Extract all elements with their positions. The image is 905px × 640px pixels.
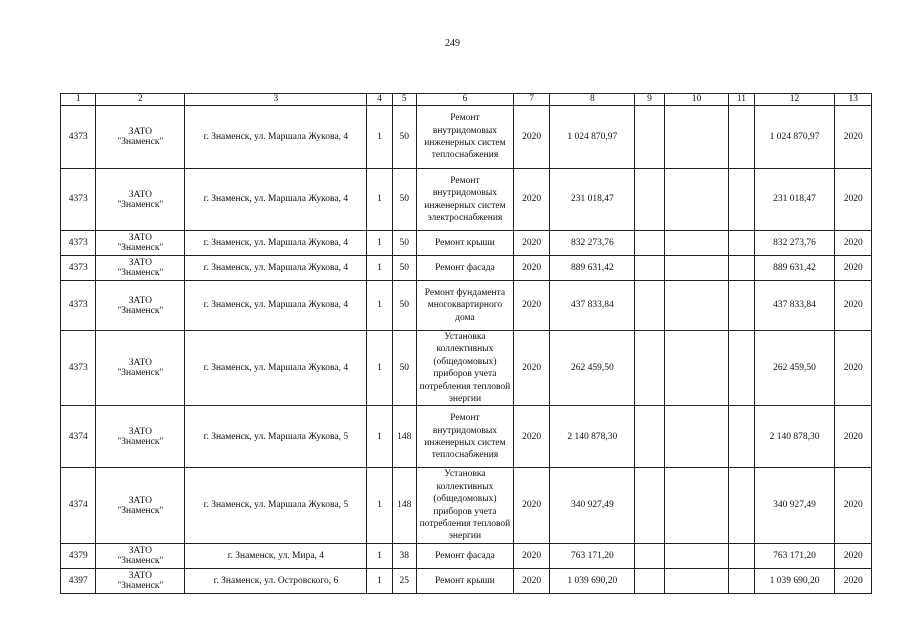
address-cell: г. Знаменск, ул. Маршала Жукова, 4 <box>185 281 367 331</box>
object-id-cell: 4373 <box>61 256 96 281</box>
object-id-cell: 4373 <box>61 106 96 169</box>
column-number-header: 4 <box>367 94 392 106</box>
column-number-header: 3 <box>185 94 367 106</box>
completion-year-cell: 2020 <box>835 231 872 256</box>
municipality-line-1: ЗАТО <box>128 545 153 556</box>
col4-cell: 1 <box>367 331 392 406</box>
year-cell: 2020 <box>513 169 549 231</box>
address-cell: г. Знаменск, ул. Мира, 4 <box>185 543 367 568</box>
completion-year-cell: 2020 <box>835 543 872 568</box>
col4-cell: 1 <box>367 169 392 231</box>
col5-cell: 50 <box>392 106 416 169</box>
total-cell: 889 631,42 <box>754 256 835 281</box>
work-type-cell: Установка коллективных (общедомовых) приборов учета потребления тепловой энергии <box>416 468 513 543</box>
completion-year-cell: 2020 <box>835 256 872 281</box>
municipality-line-1: ЗАТО <box>128 570 153 581</box>
municipality-cell <box>96 281 185 331</box>
municipality-line-2: "Знаменск" <box>117 305 164 316</box>
column-number-header: 12 <box>754 94 835 106</box>
col4-cell: 1 <box>367 568 392 593</box>
total-cell: 231 018,47 <box>754 169 835 231</box>
completion-year-cell: 2020 <box>835 331 872 406</box>
col11-cell <box>729 331 754 406</box>
address-cell: г. Знаменск, ул. Маршала Жукова, 5 <box>185 406 367 468</box>
col9-cell <box>635 169 664 231</box>
col10-cell <box>664 106 729 169</box>
work-type-cell: Ремонт фасада <box>416 256 513 281</box>
completion-year-cell: 2020 <box>835 106 872 169</box>
municipality-line-1: ЗАТО <box>128 127 153 137</box>
col4-cell: 1 <box>367 543 392 568</box>
year-cell: 2020 <box>513 468 549 543</box>
column-number-header: 6 <box>416 94 513 106</box>
column-number-header: 2 <box>96 94 185 106</box>
municipality-line-2: "Знаменск" <box>117 268 164 278</box>
col9-cell <box>635 406 664 468</box>
col11-cell <box>729 543 754 568</box>
col5-cell: 38 <box>392 543 416 568</box>
table-row <box>61 331 872 406</box>
cost-cell: 340 927,49 <box>550 468 635 543</box>
table-row <box>61 231 872 256</box>
municipality-line-2: "Знаменск" <box>117 243 164 253</box>
col4-cell: 1 <box>367 468 392 543</box>
object-id-cell: 4373 <box>61 281 96 331</box>
col9-cell <box>635 568 664 593</box>
col4-cell: 1 <box>367 406 392 468</box>
municipality-line-1: ЗАТО <box>128 426 153 437</box>
col4-cell: 1 <box>367 281 392 331</box>
work-type-cell: Ремонт фасада <box>416 543 513 568</box>
completion-year-cell: 2020 <box>835 568 872 593</box>
col11-cell <box>729 106 754 169</box>
object-id-cell: 4374 <box>61 406 96 468</box>
col5-cell: 50 <box>392 281 416 331</box>
col11-cell <box>729 169 754 231</box>
column-number-header: 7 <box>513 94 549 106</box>
work-type-cell: Ремонт внутридомовых инженерных систем теплоснабжения <box>416 106 513 169</box>
municipality-cell <box>96 256 185 281</box>
table-row <box>61 106 872 169</box>
col9-cell <box>635 331 664 406</box>
table-row <box>61 256 872 281</box>
table-row <box>61 568 872 593</box>
register-table <box>60 93 872 594</box>
object-id-cell: 4397 <box>61 568 96 593</box>
address-cell: г. Знаменск, ул. Островского, 6 <box>185 568 367 593</box>
object-id-cell: 4379 <box>61 543 96 568</box>
year-cell: 2020 <box>513 231 549 256</box>
object-id-cell: 4373 <box>61 231 96 256</box>
col11-cell <box>729 568 754 593</box>
page-number: 249 <box>445 38 460 49</box>
col4-cell: 1 <box>367 256 392 281</box>
address-cell: г. Знаменск, ул. Маршала Жукова, 4 <box>185 331 367 406</box>
cost-cell: 262 459,50 <box>550 331 635 406</box>
total-cell: 763 171,20 <box>754 543 835 568</box>
col10-cell <box>664 468 729 543</box>
municipality-cell <box>96 568 185 593</box>
col10-cell <box>664 231 729 256</box>
completion-year-cell: 2020 <box>835 406 872 468</box>
object-id-cell: 4374 <box>61 468 96 543</box>
municipality-cell <box>96 331 185 406</box>
address-cell: г. Знаменск, ул. Маршала Жукова, 5 <box>185 468 367 543</box>
column-number-header: 1 <box>61 94 96 106</box>
col5-cell: 148 <box>392 406 416 468</box>
year-cell: 2020 <box>513 406 549 468</box>
year-cell: 2020 <box>513 568 549 593</box>
object-id-cell: 4373 <box>61 169 96 231</box>
total-cell: 832 273,76 <box>754 231 835 256</box>
cost-cell: 2 140 878,30 <box>550 406 635 468</box>
municipality-cell <box>96 231 185 256</box>
year-cell: 2020 <box>513 331 549 406</box>
cost-cell: 1 024 870,97 <box>550 106 635 169</box>
col10-cell <box>664 169 729 231</box>
municipality-line-1: ЗАТО <box>128 495 153 506</box>
municipality-line-2: "Знаменск" <box>117 580 164 591</box>
municipality-cell <box>96 106 185 169</box>
col11-cell <box>729 256 754 281</box>
col10-cell <box>664 256 729 281</box>
cost-cell: 889 631,42 <box>550 256 635 281</box>
municipality-cell <box>96 406 185 468</box>
total-cell: 2 140 878,30 <box>754 406 835 468</box>
col11-cell <box>729 468 754 543</box>
municipality-line-1: ЗАТО <box>128 233 153 243</box>
header-row <box>61 94 872 106</box>
col5-cell: 50 <box>392 231 416 256</box>
total-cell: 437 833,84 <box>754 281 835 331</box>
cost-cell: 763 171,20 <box>550 543 635 568</box>
cost-cell: 1 039 690,20 <box>550 568 635 593</box>
completion-year-cell: 2020 <box>835 169 872 231</box>
municipality-line-2: "Знаменск" <box>117 555 164 566</box>
object-id-cell: 4373 <box>61 331 96 406</box>
column-number-header: 8 <box>550 94 635 106</box>
total-cell: 340 927,49 <box>754 468 835 543</box>
cost-cell: 437 833,84 <box>550 281 635 331</box>
municipality-line-2: "Знаменск" <box>117 505 164 516</box>
cost-cell: 832 273,76 <box>550 231 635 256</box>
year-cell: 2020 <box>513 543 549 568</box>
table-row <box>61 406 872 468</box>
col11-cell <box>729 231 754 256</box>
col10-cell <box>664 331 729 406</box>
work-type-cell: Ремонт фундамента многоквартирного дома <box>416 281 513 331</box>
municipality-line-1: ЗАТО <box>128 189 153 200</box>
municipality-line-2: "Знаменск" <box>117 436 164 447</box>
table-row <box>61 543 872 568</box>
municipality-line-2: "Знаменск" <box>117 199 164 210</box>
col9-cell <box>635 543 664 568</box>
col11-cell <box>729 406 754 468</box>
col5-cell: 148 <box>392 468 416 543</box>
col5-cell: 50 <box>392 331 416 406</box>
column-number-header: 13 <box>835 94 872 106</box>
col10-cell <box>664 406 729 468</box>
col4-cell: 1 <box>367 106 392 169</box>
col9-cell <box>635 256 664 281</box>
column-number-header: 11 <box>729 94 754 106</box>
municipality-line-2: "Знаменск" <box>117 368 164 379</box>
col9-cell <box>635 281 664 331</box>
col5-cell: 50 <box>392 169 416 231</box>
col5-cell: 50 <box>392 256 416 281</box>
work-type-cell: Ремонт внутридомовых инженерных систем теплоснабжения <box>416 406 513 468</box>
year-cell: 2020 <box>513 281 549 331</box>
municipality-line-1: ЗАТО <box>128 358 153 369</box>
col11-cell <box>729 281 754 331</box>
municipality-line-2: "Знаменск" <box>117 137 164 147</box>
total-cell: 1 039 690,20 <box>754 568 835 593</box>
col9-cell <box>635 468 664 543</box>
total-cell: 1 024 870,97 <box>754 106 835 169</box>
municipality-line-1: ЗАТО <box>128 258 153 268</box>
table-row <box>61 468 872 543</box>
column-number-header: 10 <box>664 94 729 106</box>
address-cell: г. Знаменск, ул. Маршала Жукова, 4 <box>185 169 367 231</box>
year-cell: 2020 <box>513 106 549 169</box>
municipality-cell <box>96 468 185 543</box>
total-cell: 262 459,50 <box>754 331 835 406</box>
municipality-cell <box>96 543 185 568</box>
col10-cell <box>664 568 729 593</box>
address-cell: г. Знаменск, ул. Маршала Жукова, 4 <box>185 106 367 169</box>
table-row <box>61 169 872 231</box>
address-cell: г. Знаменск, ул. Маршала Жукова, 4 <box>185 256 367 281</box>
col10-cell <box>664 281 729 331</box>
column-number-header: 9 <box>635 94 664 106</box>
year-cell: 2020 <box>513 256 549 281</box>
col9-cell <box>635 231 664 256</box>
municipality-line-1: ЗАТО <box>128 295 153 306</box>
work-type-cell: Ремонт внутридомовых инженерных систем электроснабжения <box>416 169 513 231</box>
completion-year-cell: 2020 <box>835 281 872 331</box>
col10-cell <box>664 543 729 568</box>
col5-cell: 25 <box>392 568 416 593</box>
column-number-header: 5 <box>392 94 416 106</box>
address-cell: г. Знаменск, ул. Маршала Жукова, 4 <box>185 231 367 256</box>
municipality-cell <box>96 169 185 231</box>
table-row <box>61 281 872 331</box>
cost-cell: 231 018,47 <box>550 169 635 231</box>
work-type-cell: Ремонт крыши <box>416 568 513 593</box>
work-type-cell: Ремонт крыши <box>416 231 513 256</box>
work-type-cell: Установка коллективных (общедомовых) приборов учета потребления тепловой энергии <box>416 331 513 406</box>
col9-cell <box>635 106 664 169</box>
col4-cell: 1 <box>367 231 392 256</box>
completion-year-cell: 2020 <box>835 468 872 543</box>
